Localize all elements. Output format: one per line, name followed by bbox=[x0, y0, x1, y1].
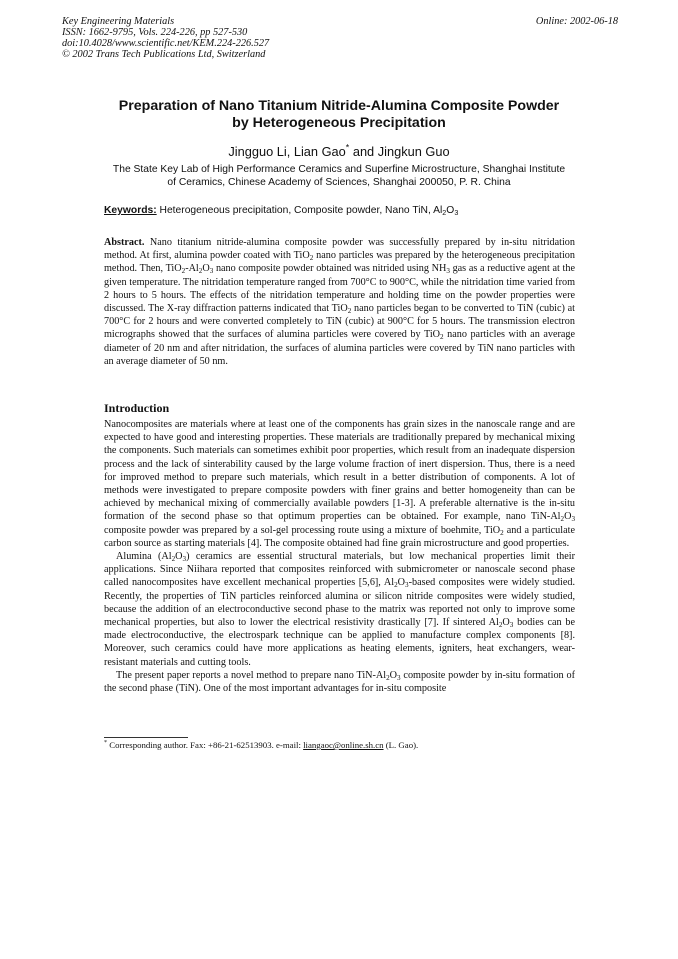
intro-text: ) ceramics are essential structural materials, but low mechanical properties limit their applications. Since Niihara reported that composites reinforced with submicrometer or nanoscale second phase called nanocomposites have excellent mechanical properties [5,6], Al bbox=[104, 551, 575, 589]
intro-text: O bbox=[502, 617, 510, 629]
issn-line: ISSN: 1662-9795, Vols. 224-226, pp 527-530 bbox=[62, 27, 248, 38]
subscript: 3 bbox=[571, 515, 575, 524]
intro-text: The present paper reports a novel method to prepare nano TiN-Al bbox=[116, 669, 387, 681]
abstract-label: Abstract. bbox=[104, 237, 145, 248]
email-link[interactable]: liangaoc@online.sh.cn bbox=[303, 740, 384, 750]
subscript: 2 bbox=[386, 673, 390, 682]
author-list bbox=[60, 144, 618, 159]
intro-text: and a particulate carbon source as starting materials [4]. The composite obtained had fine grain microstructure and good properties. bbox=[104, 524, 575, 549]
abstract-text: -Al bbox=[185, 263, 199, 275]
keywords bbox=[104, 205, 604, 216]
authors-last: and Jingkun Guo bbox=[349, 144, 450, 159]
subscript: 3 bbox=[209, 267, 214, 276]
footnote bbox=[104, 740, 575, 750]
subscript: 3 bbox=[397, 673, 401, 682]
subscript: 2 bbox=[442, 207, 447, 217]
intro-text: composite powder was prepared by a sol-gel processing route using a mixture of boehmite, TiO bbox=[104, 524, 501, 536]
subscript: 3 bbox=[182, 554, 187, 563]
subscript: 2 bbox=[500, 528, 504, 537]
footnote-divider bbox=[104, 737, 188, 738]
subscript: 2 bbox=[394, 581, 398, 590]
section-heading-introduction: Introduction bbox=[104, 401, 170, 415]
abstract-text: nano particles was prepared by the heterogeneous precipitation method. Then, TiO bbox=[104, 250, 575, 275]
intro-text: O bbox=[389, 669, 398, 681]
subscript: 2 bbox=[181, 267, 186, 276]
online-date: Online: 2002-06-18 bbox=[535, 16, 618, 27]
footnote-tail: (L. Gao). bbox=[383, 740, 419, 750]
title-line-1: Preparation of Nano Titanium Nitride-Alumina Composite Powder bbox=[118, 98, 560, 114]
subscript: 3 bbox=[446, 267, 450, 276]
keywords-text: Heterogeneous precipitation, Composite powder, Nano TiN, Al bbox=[156, 205, 443, 216]
abstract-text: nano particles with an average diameter of 20 nm and after nitridation, the surfaces of alumina particles were covered by TiN nano particles with an average diameter of 50 nm. bbox=[104, 329, 575, 367]
authors-first: Jingguo Li, Lian Gao bbox=[228, 144, 346, 159]
subscript: 2 bbox=[198, 267, 203, 276]
introduction-body bbox=[104, 418, 575, 695]
subscript: 3 bbox=[509, 620, 514, 629]
abstract bbox=[104, 236, 575, 368]
footnote-text: Corresponding author. Fax: +86-21-62513903. e-mail: bbox=[107, 740, 304, 750]
keywords-o: O bbox=[446, 205, 455, 216]
intro-text: Nanocomposites are materials where at least one of the components has grain sizes in the nanoscale range and are expected to have good and interesting properties. These materials are traditionally prepared by mechanical mixing the components. Such materials can sometimes exhibit poor properties, which result from an inadequate dispersion process and the lack of sinterability caused by the large volume fraction of inert dispersion. Thus, there is a need for improved method to prepare such materials, which result in a better distribution of components. A lot of methods were investigated to prepare composite powders with finer grains and better homogeneity than can be achieved by mechanical mixing of commercially available powders [1-3]. A preferable alternative is the in-situ formation of the second phase so that optimum properties can be obtained. For example, nano TiN-Al bbox=[104, 419, 575, 523]
abstract-text: gas as a reductive agent at the given temperature. The nitridation temperature ranged from 700°C to 900°C, while the nitridation time varied from 2 hours to 5 hours. The effects of the nitridation temperature and holding time on the powder properties were discussed. The X-ray diffraction patterns indicated that TiO bbox=[104, 263, 575, 315]
intro-text: O bbox=[397, 577, 406, 589]
keywords-label: Keywords: bbox=[104, 205, 157, 216]
abstract-text: Nano titanium nitride-alumina composite powder was successfully prepared by in-situ nitridation method. At first, alumina powder coated with TiO bbox=[104, 237, 575, 262]
affiliation bbox=[100, 164, 578, 189]
title-line-2: by Heterogeneous Precipitation bbox=[232, 115, 446, 131]
affiliation-line-2: of Ceramics, Chinese Academy of Sciences, Shanghai 200050, P. R. China bbox=[167, 176, 511, 188]
subscript: 2 bbox=[309, 253, 314, 262]
intro-text: -based composites were widely studied. Recently, the properties of TiN particles reinforced alumina or silicon nitride composites were widely studied, because the addition of an electroconductive second phase to the matrix was reported not only to improve some mechanical properties, but also to lower the electrical resistivity drastically [7]. If sintered Al bbox=[104, 577, 575, 629]
abstract-text: nano particles began to be converted to TiN (cubic) at 700°C for 2 hours and were converted completely to TiN (cubic) at 900°C for 5 hours. The transmission electron micrographs showed that the surfaces of alumina particles were covered by TiO bbox=[104, 303, 576, 341]
intro-text: composite powder by in-situ formation of the second phase (TiN). One of the most important advantages for in-situ composite bbox=[104, 669, 575, 695]
subscript: 2 bbox=[171, 554, 176, 563]
copyright-line: © 2002 Trans Tech Publications Ltd, Switzerland bbox=[62, 49, 266, 60]
intro-text: bodies can be made electroconductive, the electrospark technique can be applied to manufacture complex components [8]. Moreover, such ceramics could have more applications as heating elements, igniters, heat exchangers, wear-resistant materials and cutting tools. bbox=[104, 617, 575, 668]
subscript: 2 bbox=[498, 620, 503, 629]
intro-text: Alumina (Al bbox=[116, 551, 172, 563]
abstract-text: O bbox=[202, 263, 210, 275]
subscript: 3 bbox=[405, 581, 409, 590]
subscript: 2 bbox=[440, 333, 444, 342]
abstract-text: nano composite powder obtained was nitrided using NH bbox=[213, 263, 447, 275]
subscript: 2 bbox=[560, 515, 565, 524]
affiliation-line-1: The State Key Lab of High Performance Ceramics and Superfine Microstructure, Shanghai Institute bbox=[112, 164, 566, 175]
intro-text: O bbox=[564, 511, 572, 523]
intro-paragraph-1 bbox=[104, 418, 575, 550]
journal-name: Key Engineering Materials bbox=[62, 16, 175, 27]
paper-title bbox=[60, 98, 618, 132]
doi-line: doi:10.4028/www.scientific.net/KEM.224-226.527 bbox=[62, 38, 270, 49]
intro-paragraph-3 bbox=[104, 669, 575, 695]
intro-text: O bbox=[175, 551, 183, 563]
subscript: 3 bbox=[454, 207, 459, 217]
footnote-mark: * bbox=[104, 740, 108, 747]
corresponding-mark: * bbox=[345, 142, 350, 153]
intro-paragraph-2 bbox=[104, 550, 575, 669]
subscript: 2 bbox=[347, 306, 352, 315]
page-header bbox=[62, 16, 618, 60]
